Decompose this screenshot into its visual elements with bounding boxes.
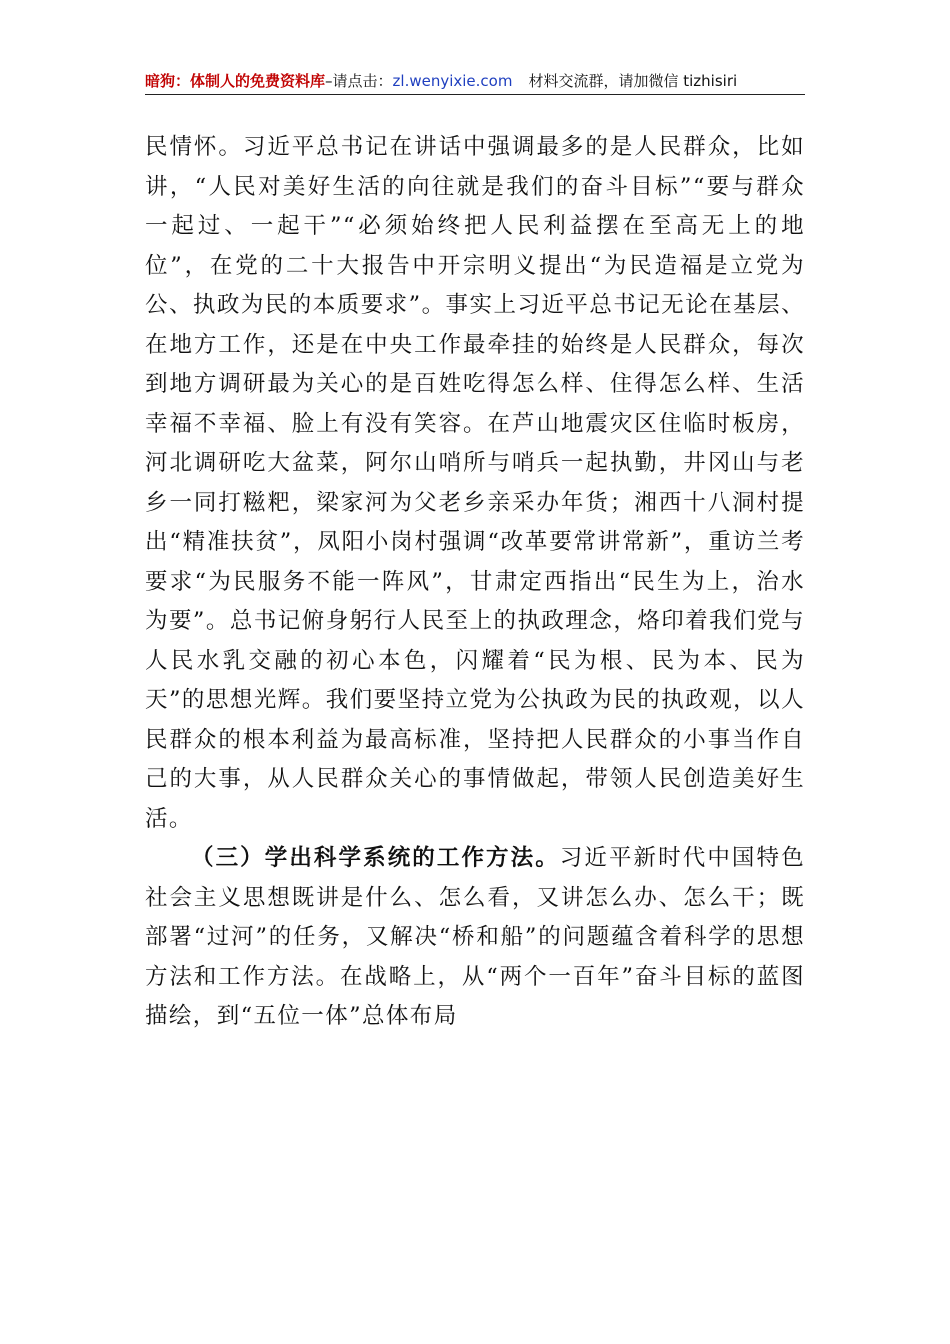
page-header xyxy=(145,70,805,95)
section-heading: （三）学出科学系统的工作方法。 xyxy=(191,845,560,871)
document-body xyxy=(145,128,805,1037)
paragraph-1: 民情怀。习近平总书记在讲话中强调最多的是人民群众，比如讲，“人民对美好生活的向往就是我们的奋斗目标”“要与群众一起过、一起干”“必须始终把人民利益摆在至高无上的地位”，在党的二十大报告中开宗明义提出“为民造福是立党为公、执政为民的本质要求”。事实上习近平总书记无论在基层、在地方工作，还是在中央工作最牵挂的始终是人民群众，每次到地方调研最为关心的是百姓吃得怎么样、住得怎么样、生活幸福不幸福、脸上有没有笑容。在芦山地震灾区住临时板房，河北调研吃大盆菜，阿尔山哨所与哨兵一起执勤，井冈山与老乡一同打糍粑，梁家河为父老乡亲采办年货；湘西十八洞村提出“精准扶贫”，凤阳小岗村强调“改革要常讲常新”，重访兰考要求“为民服务不能一阵风”，甘肃定西指出“民生为上，治水为要”。总书记俯身躬行人民至上的执政理念，烙印着我们党与人民水乳交融的初心本色，闪耀着“民为根、民为本、民为天”的思想光辉。我们要坚持立党为公执政为民的执政观，以人民群众的根本利益为最高标准，坚持把人民群众的小事当作自己的大事，从人民群众关心的事情做起，带领人民创造美好生活。 xyxy=(145,134,805,832)
site-label: 暗狗：体制人的免费资料库 xyxy=(145,72,326,90)
link-prompt: –请点击： xyxy=(325,72,393,90)
wechat-note: 材料交流群，请加微信 tizhisiri xyxy=(528,72,738,90)
paragraph-2 xyxy=(145,839,805,1037)
paragraph-2-body: 习近平新时代中国特色社会主义思想既讲是什么、怎么看，又讲怎么办、怎么干；既部署“过河”的任务，又解决“桥和船”的问题蕴含着科学的思想方法和工作方法。在战略上，从“两个一百年”奋斗目标的蓝图描绘，到“五位一体”总体布局 xyxy=(145,845,805,1029)
site-link[interactable]: zl.wenyixie.com xyxy=(392,72,513,90)
